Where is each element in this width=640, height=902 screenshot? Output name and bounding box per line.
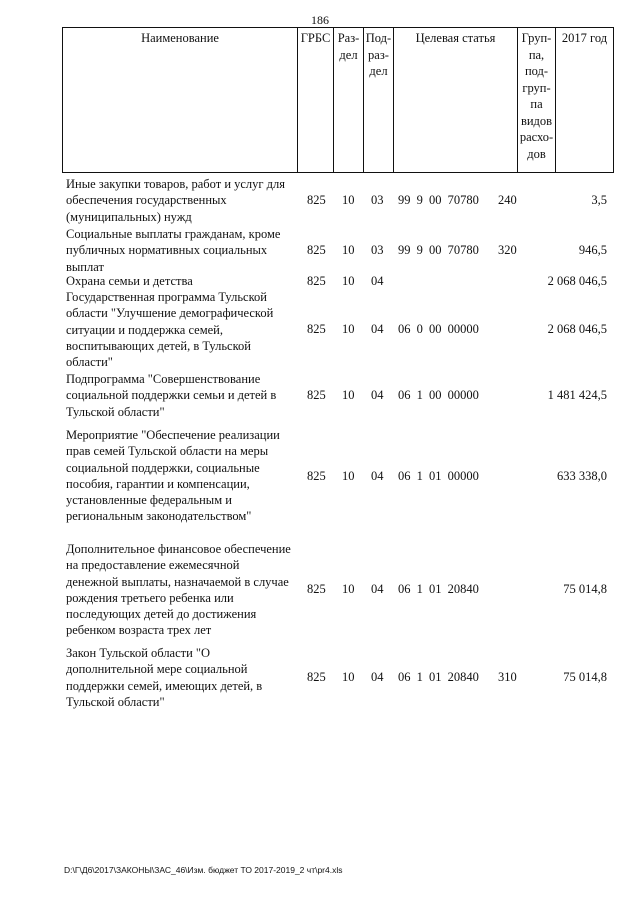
row-name: Мероприятие "Обеспечение реализации прав семей Тульской области на меры социальной поддержки, социальные пособия, гарантии и компенсации, установленные федеральным и региональным законодательством" <box>66 428 280 524</box>
row-podrazdel: 03 <box>371 193 384 207</box>
header-celevaya: Целевая статья <box>394 28 518 173</box>
row-name: Дополнительное финансовое обеспечение на предоставление ежемесячной денежной выплаты, назначаемой в случае рождения третьего ребенка или последующих детей до достижения ребенком возраста трех лет <box>66 542 291 638</box>
row-name: Социальные выплаты гражданам, кроме публичных нормативных социальных выплат <box>66 227 281 274</box>
page-number: 186 <box>311 13 329 27</box>
row-gruppa: 310 <box>498 670 517 684</box>
row-amount: 1 481 424,5 <box>547 388 607 402</box>
header-year: 2017 год <box>556 28 614 173</box>
row-grbs: 825 <box>307 193 326 207</box>
row-grbs: 825 <box>307 670 326 684</box>
row-gruppa: 240 <box>498 193 517 207</box>
row-name: Подпрограмма "Совершенствование социальной поддержки семьи и детей в Тульской области" <box>66 372 277 419</box>
row-name: Иные закупки товаров, работ и услуг для обеспечения государственных (муниципальных) нужд <box>66 177 286 224</box>
row-name: Охрана семьи и детства <box>66 274 193 288</box>
row-grbs: 825 <box>307 388 326 402</box>
row-amount: 946,5 <box>578 243 607 257</box>
row-razdel: 10 <box>342 388 355 402</box>
row-podrazdel: 04 <box>371 469 384 483</box>
row-celevaya: 06 1 01 20840 <box>398 582 479 596</box>
row-amount: 75 014,8 <box>563 670 607 684</box>
row-celevaya: 06 1 01 20840 <box>398 670 479 684</box>
row-amount: 2 068 046,5 <box>547 274 607 288</box>
header-podrazdel: Под- раз- дел <box>364 28 394 173</box>
row-amount: 633 338,0 <box>557 469 607 483</box>
row-razdel: 10 <box>342 582 355 596</box>
row-name: Закон Тульской области "О дополнительной мере социальной поддержки семей, имеющих детей, в Тульской области" <box>66 646 263 709</box>
row-razdel: 10 <box>342 274 355 288</box>
row-celevaya: 06 1 00 00000 <box>398 388 479 402</box>
row-celevaya: 06 0 00 00000 <box>398 322 479 336</box>
row-grbs: 825 <box>307 274 326 288</box>
row-razdel: 10 <box>342 193 355 207</box>
row-grbs: 825 <box>307 582 326 596</box>
row-razdel: 10 <box>342 469 355 483</box>
table-header <box>62 27 614 173</box>
row-celevaya: 99 9 00 70780 <box>398 243 479 257</box>
header-gruppa: Груп- па, под- груп- па видов расхо- дов <box>518 28 556 173</box>
header-grbs: ГРБС <box>298 28 334 173</box>
row-celevaya: 06 1 01 00000 <box>398 469 479 483</box>
row-amount: 75 014,8 <box>563 582 607 596</box>
row-podrazdel: 04 <box>371 274 384 288</box>
row-grbs: 825 <box>307 322 326 336</box>
row-grbs: 825 <box>307 243 326 257</box>
row-name: Государственная программа Тульской области "Улучшение демографической ситуации и поддержка семей, воспитывающих детей, в Тульской области" <box>66 290 274 370</box>
row-podrazdel: 04 <box>371 582 384 596</box>
row-amount: 2 068 046,5 <box>547 322 607 336</box>
row-podrazdel: 04 <box>371 670 384 684</box>
row-podrazdel: 04 <box>371 322 384 336</box>
row-celevaya: 99 9 00 70780 <box>398 193 479 207</box>
row-gruppa: 320 <box>498 243 517 257</box>
row-razdel: 10 <box>342 322 355 336</box>
row-grbs: 825 <box>307 469 326 483</box>
row-podrazdel: 04 <box>371 388 384 402</box>
row-podrazdel: 03 <box>371 243 384 257</box>
header-name: Наименование <box>63 28 298 173</box>
file-path-footer: D:\Г\Д6\2017\ЗАКОНЫ\ЗАС_46\Изм. бюджет ТО 2017-2019_2 чт\pr4.xls <box>64 865 343 875</box>
row-razdel: 10 <box>342 670 355 684</box>
header-razdel: Раз- дел <box>334 28 364 173</box>
row-amount: 3,5 <box>591 193 607 207</box>
row-razdel: 10 <box>342 243 355 257</box>
